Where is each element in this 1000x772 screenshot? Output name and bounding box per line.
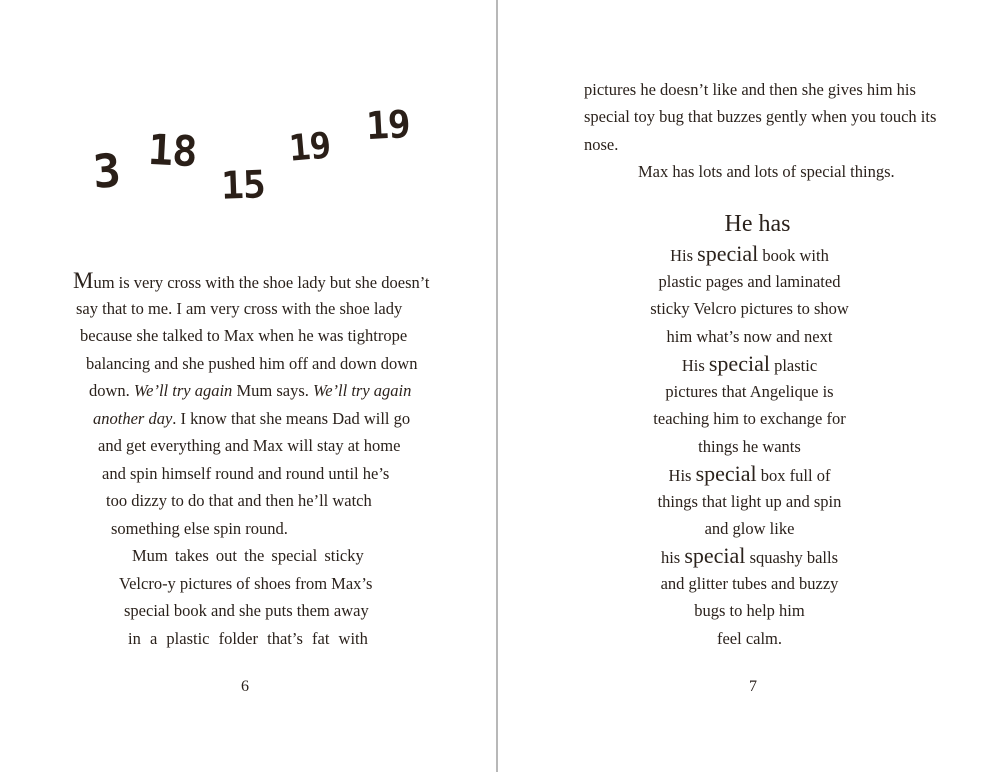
line-text: box full of bbox=[756, 466, 831, 485]
shape-line: things he wants bbox=[698, 437, 801, 456]
text-line: Max has lots and lots of special things. bbox=[638, 162, 895, 181]
text-line: balancing and she pushed him off and down down bbox=[86, 354, 418, 373]
line-text: squashy balls bbox=[745, 548, 839, 567]
emphasis-word: special bbox=[697, 241, 759, 266]
shape-line bbox=[499, 543, 1000, 568]
shape-line: feel calm. bbox=[716, 629, 783, 648]
page-number: 7 bbox=[749, 678, 757, 695]
shape-line: pictures that Angelique is bbox=[665, 382, 834, 401]
shape-line: bugs to help him bbox=[694, 601, 805, 620]
emphasis-word: special bbox=[684, 543, 746, 568]
shape-line: teaching him to exchange for bbox=[653, 409, 846, 428]
page-gutter bbox=[496, 0, 498, 772]
text-line: and spin himself round and round until he’s bbox=[102, 464, 390, 483]
line-text: . I know that she means Dad will go bbox=[172, 409, 411, 428]
text-line: special toy bug that buzzes gently when you touch its bbox=[584, 107, 937, 126]
right-page bbox=[499, 0, 1000, 772]
emphasis-word: special bbox=[708, 351, 770, 376]
section-heading: He has bbox=[724, 211, 791, 237]
text-line: and get everything and Max will stay at home bbox=[98, 436, 401, 455]
text-line: Mum takes out the special sticky bbox=[132, 546, 364, 565]
text-line bbox=[89, 381, 411, 401]
shape-line: him what’s now and next bbox=[666, 327, 833, 346]
emphasis-word: special bbox=[695, 461, 757, 486]
line-text: um is very cross with the shoe lady but she doesn’t bbox=[93, 273, 430, 292]
shape-line: and glitter tubes and buzzy bbox=[660, 574, 839, 593]
italic-text: another day bbox=[93, 409, 173, 428]
shape-line bbox=[499, 241, 1000, 266]
text-line: pictures he doesn’t like and then she gives him his bbox=[584, 80, 916, 99]
handwritten-number: 15 bbox=[220, 162, 266, 208]
line-text: plastic bbox=[769, 356, 818, 375]
handwritten-number: 18 bbox=[146, 124, 198, 177]
shape-line: plastic pages and laminated bbox=[658, 272, 841, 291]
drop-cap: M bbox=[73, 268, 94, 293]
italic-text: We’ll try again bbox=[133, 381, 233, 400]
line-text: His bbox=[668, 466, 696, 485]
shape-line bbox=[499, 461, 1000, 486]
text-line: nose. bbox=[584, 135, 619, 154]
line-text: His bbox=[681, 356, 709, 375]
left-page bbox=[0, 0, 497, 772]
handwritten-number: 19 bbox=[364, 101, 411, 149]
text-line: special book and she puts them away bbox=[124, 601, 369, 620]
text-line: something else spin round. bbox=[111, 519, 288, 538]
line-text: his bbox=[660, 548, 685, 567]
shape-line: things that light up and spin bbox=[657, 492, 842, 511]
line-text: His bbox=[670, 246, 698, 265]
shape-line bbox=[499, 351, 1000, 376]
text-line: too dizzy to do that and then he’ll watch bbox=[106, 491, 372, 510]
shape-line: and glow like bbox=[704, 519, 795, 538]
text-line: because she talked to Max when he was tightrope bbox=[80, 326, 408, 345]
line-text: book with bbox=[758, 246, 829, 265]
text-line: in a plastic folder that’s fat with bbox=[128, 629, 368, 648]
shape-line: sticky Velcro pictures to show bbox=[650, 299, 849, 318]
line-text: Mum says. bbox=[232, 381, 313, 400]
text-line: say that to me. I am very cross with the shoe lady bbox=[76, 299, 403, 318]
line-text: down. bbox=[89, 381, 134, 400]
handwritten-number: 3 bbox=[91, 143, 122, 199]
italic-text: We’ll try again bbox=[312, 381, 412, 400]
text-line: Velcro-y pictures of shoes from Max’s bbox=[119, 574, 373, 593]
page-number: 6 bbox=[241, 678, 249, 695]
text-line bbox=[93, 409, 410, 429]
handwritten-number: 19 bbox=[287, 125, 333, 170]
text-line bbox=[73, 268, 430, 293]
